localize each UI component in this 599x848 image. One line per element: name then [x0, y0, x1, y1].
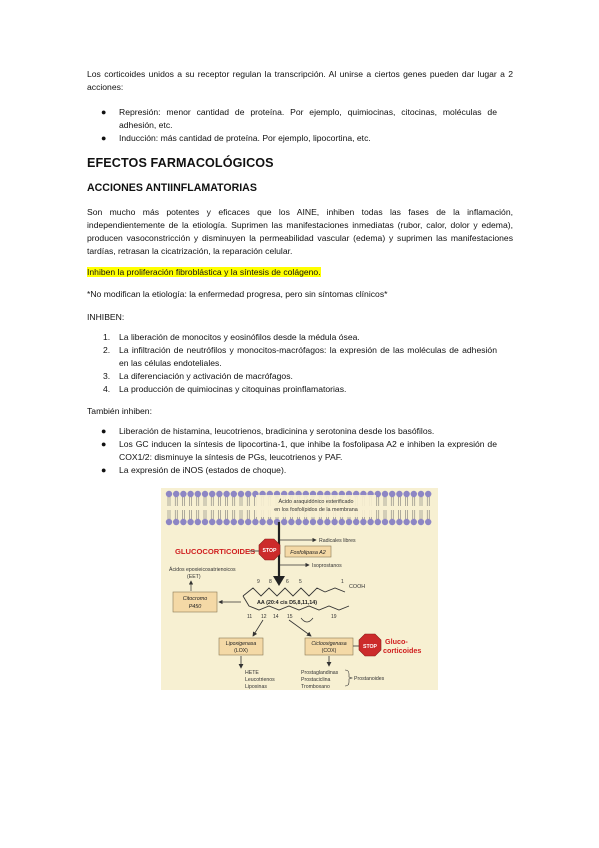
- tambien-list: [87, 425, 497, 477]
- membrane-bead: [375, 519, 381, 525]
- lipid-tail: [420, 497, 422, 506]
- lipid-tail: [218, 497, 220, 506]
- carbon-number: 12: [261, 614, 267, 620]
- lipid-tail: [247, 497, 249, 506]
- list-item: ● Los GC inducen la síntesis de lipocortina-1, que inhibe la fosfolipasa A2 e inhiben la expresión de COX1/2: disminuye la síntesis de PGs, leucotrienos y PAF.: [101, 439, 497, 462]
- cooh-label: COOH: [349, 584, 366, 590]
- arachidonic-acid-figure: [161, 488, 438, 690]
- membrane-bead: [411, 491, 417, 497]
- membrane-bead: [223, 491, 229, 497]
- intro-bullet-list: [87, 106, 497, 145]
- membrane-bead: [202, 491, 208, 497]
- lipid-tail: [427, 510, 429, 519]
- list-item: 4. La producción de quimiocinas y citoquinas proinflamatorias.: [103, 384, 347, 394]
- membrane-bead: [245, 491, 251, 497]
- lipid-tail: [204, 497, 206, 506]
- lipid-tail: [190, 510, 192, 519]
- list-item: ● Inducción: más cantidad de proteína. Por ejemplo, lipocortina, etc.: [101, 133, 371, 143]
- carbon-number: 6: [286, 579, 289, 585]
- lox-label-1: Lipoxigenasa: [225, 641, 257, 647]
- bullet-icon: ●: [101, 465, 107, 475]
- membrane-bead: [367, 519, 373, 525]
- lipid-tail: [233, 497, 235, 506]
- lox-product: HETE: [245, 670, 259, 676]
- bullet-icon: ●: [101, 439, 107, 449]
- carbon-number: 11: [247, 614, 253, 620]
- membrane-bead: [411, 519, 417, 525]
- membrane-bead: [310, 519, 316, 525]
- membrane-bead: [346, 519, 352, 525]
- pathway-diagram: [161, 488, 438, 690]
- lipid-tail: [247, 510, 249, 519]
- membrane-bead: [295, 519, 301, 525]
- citocromo-label-2: P450: [188, 604, 202, 610]
- lipid-tail: [168, 510, 170, 519]
- lipid-tail: [384, 497, 386, 506]
- radicales-label: Radicales libres: [319, 538, 356, 544]
- lipid-tail: [197, 497, 199, 506]
- gluco-label-2: corticoides: [383, 646, 422, 655]
- membrane-bead: [353, 519, 359, 525]
- eet-label-1: Ácidos epoxieicosatrienoicos: [169, 567, 236, 573]
- membrane-bead: [223, 519, 229, 525]
- membrane-bead: [231, 491, 237, 497]
- membrane-bead: [418, 491, 424, 497]
- glucocorticoides-label: GLUCOCORTICOIDES: [175, 547, 256, 556]
- membrane-bead: [195, 519, 201, 525]
- lipid-tail: [197, 510, 199, 519]
- list-item: 1. La liberación de monocitos y eosinófilos desde la médula ósea.: [103, 332, 360, 342]
- membrane-bead: [166, 519, 172, 525]
- lipid-tail: [391, 497, 393, 506]
- lipid-tail: [182, 510, 184, 519]
- aa-label: AA (20:4 cis D5,8,11,14): [257, 600, 318, 606]
- list-item: 3. La diferenciación y activación de macrófagos.: [103, 371, 293, 381]
- lipid-tail: [226, 510, 228, 519]
- lipid-tail: [204, 510, 206, 519]
- isoprostanos-label: Isoprostanos: [312, 563, 342, 569]
- membrane-bead: [238, 491, 244, 497]
- membrane-bead: [288, 519, 294, 525]
- membrane-bead: [180, 519, 186, 525]
- bracket: [345, 670, 352, 686]
- cox-label-1: Ciclooxigenasa: [311, 641, 347, 647]
- membrane-bead: [418, 519, 424, 525]
- carbon-number: 19: [331, 614, 337, 620]
- membrane-bead: [389, 491, 395, 497]
- bullet-icon: ●: [101, 426, 107, 436]
- lipid-tail: [384, 510, 386, 519]
- lipid-tail: [226, 497, 228, 506]
- lox-product: Lipoxinas: [245, 684, 267, 690]
- list-item: ● Liberación de histamina, leucotrienos, bradicinina y serotonina desde los basófilos.: [101, 426, 435, 436]
- membrane-bead: [382, 519, 388, 525]
- membrane-bead: [209, 491, 215, 497]
- inhiben-label: INHIBEN:: [87, 312, 125, 322]
- lipid-tail: [240, 497, 242, 506]
- prostanoides-label: Prostanoides: [354, 676, 385, 682]
- membrane-label-1: Ácido araquidónico esterificado: [278, 499, 354, 505]
- lipid-tail: [420, 510, 422, 519]
- membrane-bead: [281, 519, 287, 525]
- main-paragraph: Son mucho más potentes y eficaces que los AINE, inhiben todas las fases de la inflamación, independientemente de la etiología. Suprimen las manifestaciones inmediatas (rubor, calor, dolor y edema), producen vasoconstricción y disminuyen la permeabilidad vascular (edema) y suprimen las manifestaciones tardías, retrasan la cicatrización, la reparación celular.: [87, 207, 513, 256]
- membrane-bead: [360, 519, 366, 525]
- lipid-tail: [240, 510, 242, 519]
- membrane-bead: [425, 491, 431, 497]
- membrane-bead: [173, 491, 179, 497]
- inhiben-list: [87, 331, 497, 396]
- membrane-bead: [389, 519, 395, 525]
- heading-sub: ACCIONES ANTIINFLAMATORIAS: [87, 182, 257, 194]
- arachidonic-chain-top: [243, 588, 325, 596]
- lipid-tail: [211, 510, 213, 519]
- membrane-bead: [317, 519, 323, 525]
- membrane-bead: [195, 491, 201, 497]
- membrane-bead: [187, 519, 193, 525]
- carbon-number: 15: [287, 614, 293, 620]
- lipid-tail: [190, 497, 192, 506]
- lox-label-2: (LOX): [234, 648, 248, 654]
- membrane-bead: [403, 491, 409, 497]
- membrane-bead: [425, 519, 431, 525]
- tambien-label: También inhiben:: [87, 406, 152, 416]
- lipid-tail: [182, 497, 184, 506]
- membrane-bead: [331, 519, 337, 525]
- carbon-number: 14: [273, 614, 279, 620]
- list-item: ● Represión: menor cantidad de proteína. Por ejemplo, quimiocinas, citocinas, moléculas de adhesión, etc.: [101, 107, 497, 130]
- list-item: 2. La infiltración de neutrófilos y monocitos-macrófagos: la expresión de las moléculas de adhesión en las células endoteliales.: [103, 345, 497, 368]
- membrane-bead: [396, 491, 402, 497]
- membrane-bead: [267, 519, 273, 525]
- membrane-bead: [245, 519, 251, 525]
- lipid-tail: [211, 497, 213, 506]
- membrane-bead: [259, 519, 265, 525]
- membrane-bead: [173, 519, 179, 525]
- membrane-bead: [324, 519, 330, 525]
- membrane-bead: [238, 519, 244, 525]
- lipid-tail: [377, 497, 379, 506]
- membrane-bead: [396, 519, 402, 525]
- carbon-number: 9: [257, 579, 260, 585]
- membrane-bead: [209, 519, 215, 525]
- cox-product: Prostaciclina: [301, 677, 331, 683]
- note-line: *No modifican la etiología: la enfermedad progresa, pero sin síntomas clínicos*: [87, 289, 388, 299]
- bullet-icon: ●: [101, 107, 107, 117]
- membrane-label-2: en los fosfolípidos de la membrana: [274, 507, 358, 513]
- cox-label-2: (COX): [321, 648, 337, 654]
- heading-main: EFECTOS FARMACOLÓGICOS: [87, 156, 274, 170]
- lipid-tail: [427, 497, 429, 506]
- lipid-tail: [377, 510, 379, 519]
- carbon-number: 5: [299, 579, 302, 585]
- stop-label: STOP: [262, 548, 277, 554]
- lipid-tail: [398, 497, 400, 506]
- eet-label-2: (EET): [187, 574, 201, 580]
- highlighted-text: Inhiben la proliferación fibroblástica y la síntesis de colágeno.: [87, 267, 321, 277]
- membrane-bead: [382, 491, 388, 497]
- bullet-icon: ●: [101, 133, 107, 143]
- membrane-bead: [339, 519, 345, 525]
- gluco-label-1: Gluco-: [385, 637, 408, 646]
- citocromo-label-1: Citocromo: [182, 596, 208, 602]
- membrane-bead: [216, 491, 222, 497]
- membrane-bead: [216, 519, 222, 525]
- lipid-tail: [168, 497, 170, 506]
- membrane-bead: [166, 491, 172, 497]
- list-item: ● La expresión de iNOS (estados de choque).: [101, 465, 287, 475]
- carbon-number: 1: [341, 579, 344, 585]
- lox-product: Leucotrienos: [245, 677, 275, 683]
- lipid-tail: [406, 510, 408, 519]
- lipid-tail: [406, 497, 408, 506]
- lipid-tail: [391, 510, 393, 519]
- lipid-tail: [175, 497, 177, 506]
- cox-product: Tromboxano: [301, 684, 330, 690]
- lipid-tail: [233, 510, 235, 519]
- highlight-line: [87, 266, 513, 279]
- lipid-tail: [218, 510, 220, 519]
- membrane-bead: [403, 519, 409, 525]
- membrane-bead: [231, 519, 237, 525]
- stop-label: STOP: [362, 644, 378, 650]
- lipid-tail: [175, 510, 177, 519]
- membrane-bead: [187, 491, 193, 497]
- lipid-tail: [413, 510, 415, 519]
- membrane-bead: [303, 519, 309, 525]
- membrane-bead: [180, 491, 186, 497]
- lipid-tail: [413, 497, 415, 506]
- lipid-tail: [398, 510, 400, 519]
- membrane-bead: [252, 519, 258, 525]
- carbon-number: 8: [269, 579, 272, 585]
- fosfolipasa-label: Fosfolipasa A2: [290, 550, 326, 556]
- intro-paragraph: Los corticoides unidos a su receptor regulan la transcripción. Al unirse a ciertos genes pueden dar lugar a 2 acciones:: [87, 69, 513, 92]
- membrane-bead: [202, 519, 208, 525]
- cox-product: Prostaglandinas: [301, 670, 339, 676]
